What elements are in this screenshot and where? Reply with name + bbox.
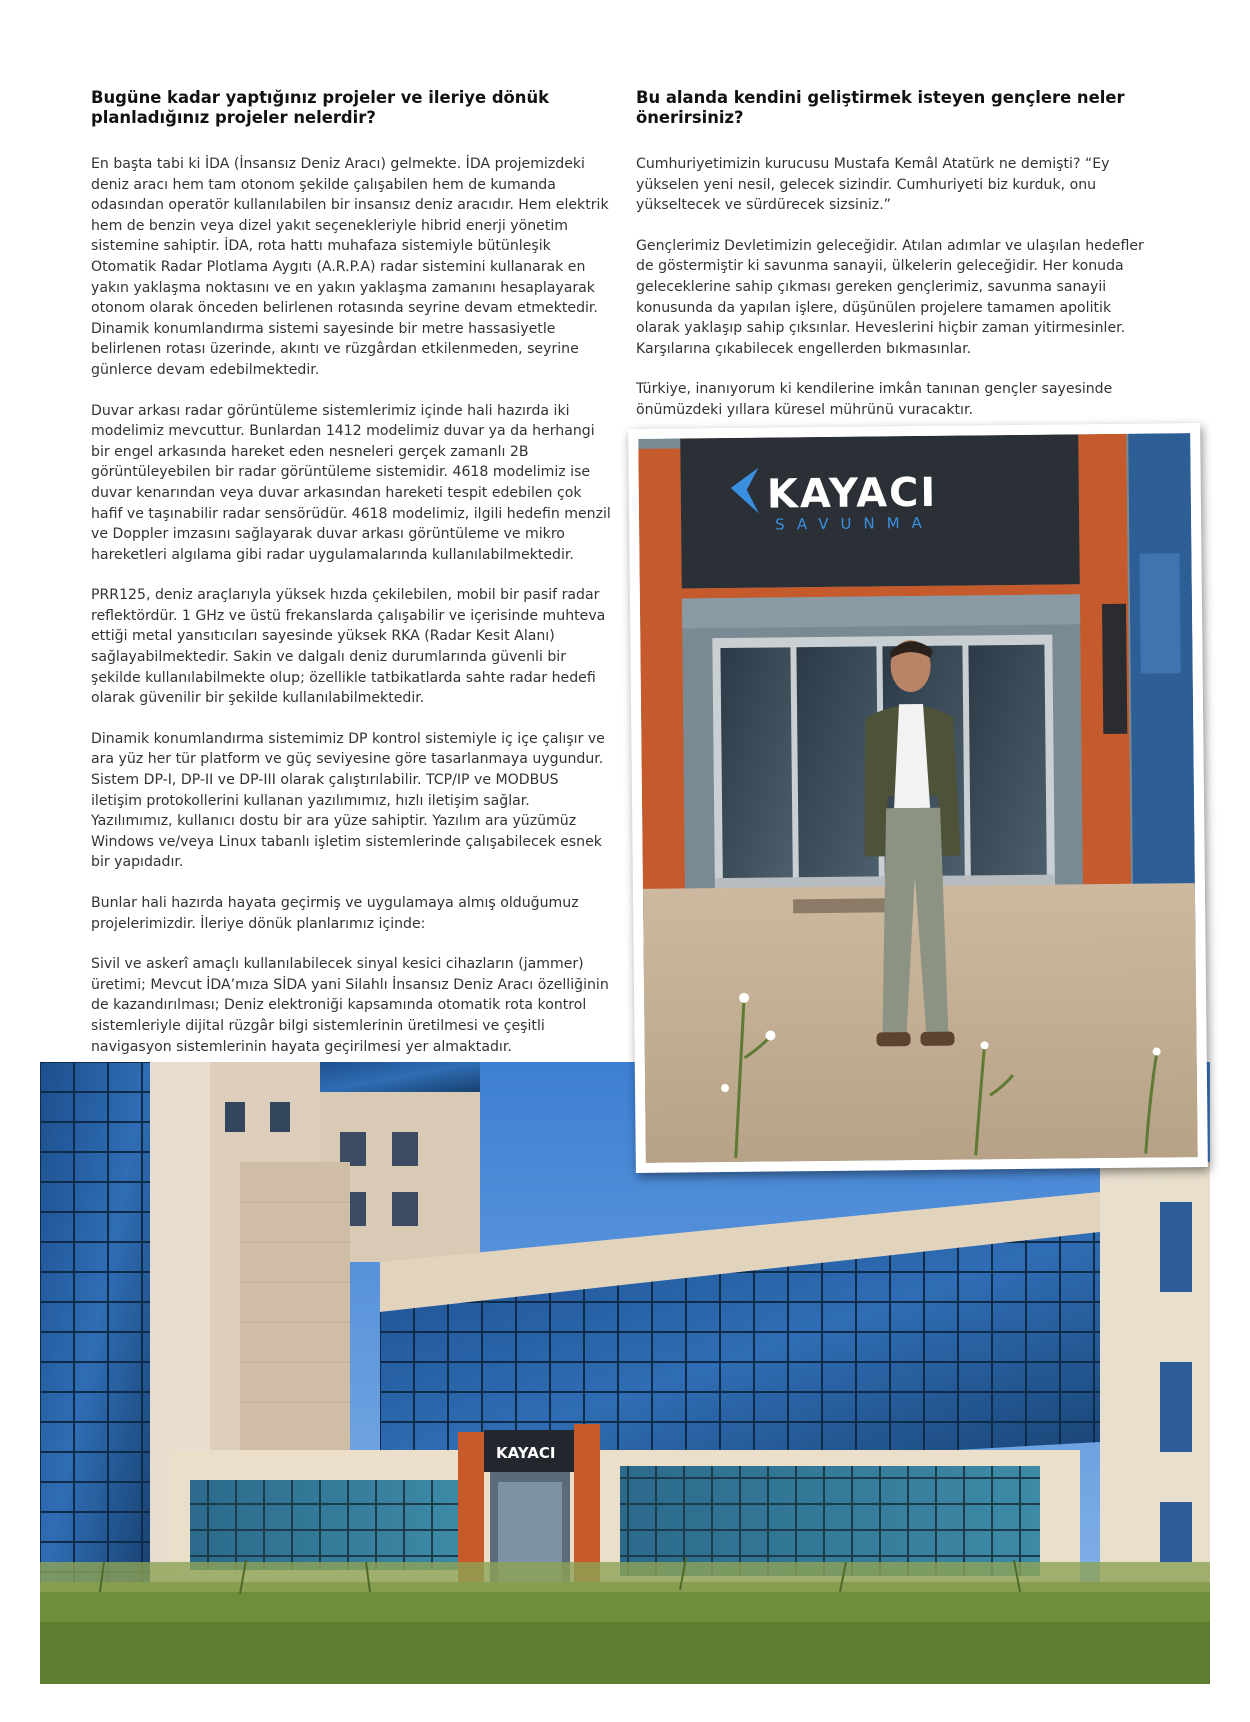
paragraph-future-plans: Sivil ve askerî amaçlı kullanılabilecek sinyal kesici cihazların (jammer) üretimi; Mevcut İDA’mıza SİDA yani Silahlı İnsansız Deniz Aracı özelliğinin de kazandırılması; Deniz elektroniği kapsamında otomatik rota kontrol sistemleriyle dijital rüzgâr bilgi sistemlerinin üretilmesi ve çeşitli navigasyon sistemlerinin hayata geçirilmesi yer almaktadır. (91, 956, 609, 1055)
building-sign-brand: KAYACI (496, 1444, 556, 1462)
right-column (636, 88, 1156, 441)
footer-separator: | (1187, 1700, 1192, 1713)
paragraph-wall-radar: Duvar arkası radar görüntüleme sistemlerimiz içinde hali hazırda iki modelimiz mevcuttur. Bunlardan 1412 modelimiz duvar ya da herhangi bir engel arkasında hareket eden nesneleri gerçek zamanlı 2B görüntüleyebilen bir radar görüntüleme sistemidir. 4618 modelimiz ise duvar kenarından veya duvar arkasından hareketi tespit edebilen çok hafif ve taşınabilir radar sensörüdür. 4618 modelimiz, ilgili hedefin menzil ve Doppler imzasını sağlayarak duvar arkası görüntüleme ve mikro hareketleri algılama gibi radar uygulamalarında kullanılabilmektedir. (91, 402, 611, 563)
paragraph-ataturk-quote: Cumhuriyetimizin kurucusu Mustafa Kemâl Atatürk ne demişti? “Ey yükselen yeni nesil, gelecek sizindir. Cumhuriyeti biz kurduk, onu yükseltecek ve sürdürecek sizsiniz.” (636, 156, 1110, 214)
question-heading-projects: Bugüne kadar yaptığınız projeler ve ileriye dönük planladığınız projeler nelerdir? (91, 88, 550, 127)
paragraph-turkey: Türkiye, inanıyorum ki kendilerine imkân tanınan gençler sayesinde önümüzdeki yıllara küresel mührünü vuracaktır. (636, 381, 1113, 418)
paragraph-prr125: PRR125, deniz araçlarıyla yüksek hızda çekilebilen, mobil bir pasif radar reflektördür. 1 GHz ve üstü frekanslarda çalışabilir ve içerisinde muhteva ettiği metal yansıtıcıları sayesinde yüksek RKA (Radar Kesit Alanı) sağlayabilmektedir. Sakin ve dalgalı deniz durumlarında güvenli bir şekilde kullanılabilmekte olup; özellikle tatbikatlarda sahte radar hedefi olarak güvenilir bir şekilde kullanılabilmektedir. (91, 587, 606, 707)
paragraph-youth-future: Gençlerimiz Devletimizin geleceğidir. Atılan adımlar ve ulaşılan hedefler de göstermiştir ki savunma sanayii, ülkelerin geleceğidir. Her konuda geleceklerine sahip çıkması gereken gençlerimiz, savunma sanayii konusunda da yapılan işlere, düşünülen projelere tamamen apolitik olarak yaklaşıp sahip çıksınlar. Heveslerini hiçbir zaman yitirmesinler. Karşılarına çıkabilecek engellerden bıkmasınlar. (636, 237, 1144, 357)
paragraph-ida: En başta tabi ki İDA (İnsansız Deniz Aracı) gelmekte. İDA projemizdeki deniz aracı hem tam otonom şekilde çalışabilen hem de kumanda odasından operatör kullanılabilen bir insansız deniz aracıdır. Hem elektrik hem de benzin veya dizel yakıt seçenekleriyle hibrid enerji yönetim sistemine sahiptir. İDA, rota hattı muhafaza sistemiyle bütünleşik Otomatik Radar Plotlama Aygıtı (A.R.P.A) radar sistemini kullanarak en yakın yaklaşma noktasını ve en yakın yaklaşma zamanını hesaplayarak otonom olarak önceden belirlenen rotasında seyrine devam etmektedir. Dinamik konumlandırma sistemi sayesinde bir metre hassasiyetle belirlenen rotası üzerinde, akıntı ve rüzgârdan etkilenmeden, seyrine günlerce devam edebilmektedir. (91, 156, 609, 378)
question-heading-youth: Bu alanda kendini geliştirmek isteyen gençlere neler önerirsiniz? (636, 88, 1125, 127)
paragraph-dynamic-positioning: Dinamik konumlandırma sistemimiz DP kontrol sistemiyle iç içe çalışır ve ara yüz her tür platform ve güç seviyesine göre tasarlanmaya uygundur. Sistem DP-I, DP-II ve DP-III olarak çalıştırılabilir. TCP/IP ve MODBUS iletişim protokollerini kullanan yazılımımız, hızlı iletişim sağlar. Yazılımımız, kullanıcı dostu bir ara yüze sahiptir. Yazılım ara yüzümüz Windows ve/veya Linux tabanlı işletim sistemlerinde çalışabilecek esnek bir yapıdadır. (91, 730, 605, 871)
left-column (91, 88, 611, 1077)
paragraph-current-projects: Bunlar hali hazırda hayata geçirmiş ve uygulamaya almış olduğumuz projelerimizdir. İleriye dönük planlarımız içinde: (91, 895, 579, 932)
page-footer (1096, 1700, 1212, 1713)
page-number: 49 (1196, 1700, 1212, 1713)
portrait-sign-brand: KAYACI (766, 469, 938, 518)
portrait-sign-sub: SAVUNMA (775, 513, 934, 534)
footer-site: zirvedekiler.kim (1096, 1700, 1183, 1713)
portrait-photo (628, 423, 1208, 1173)
